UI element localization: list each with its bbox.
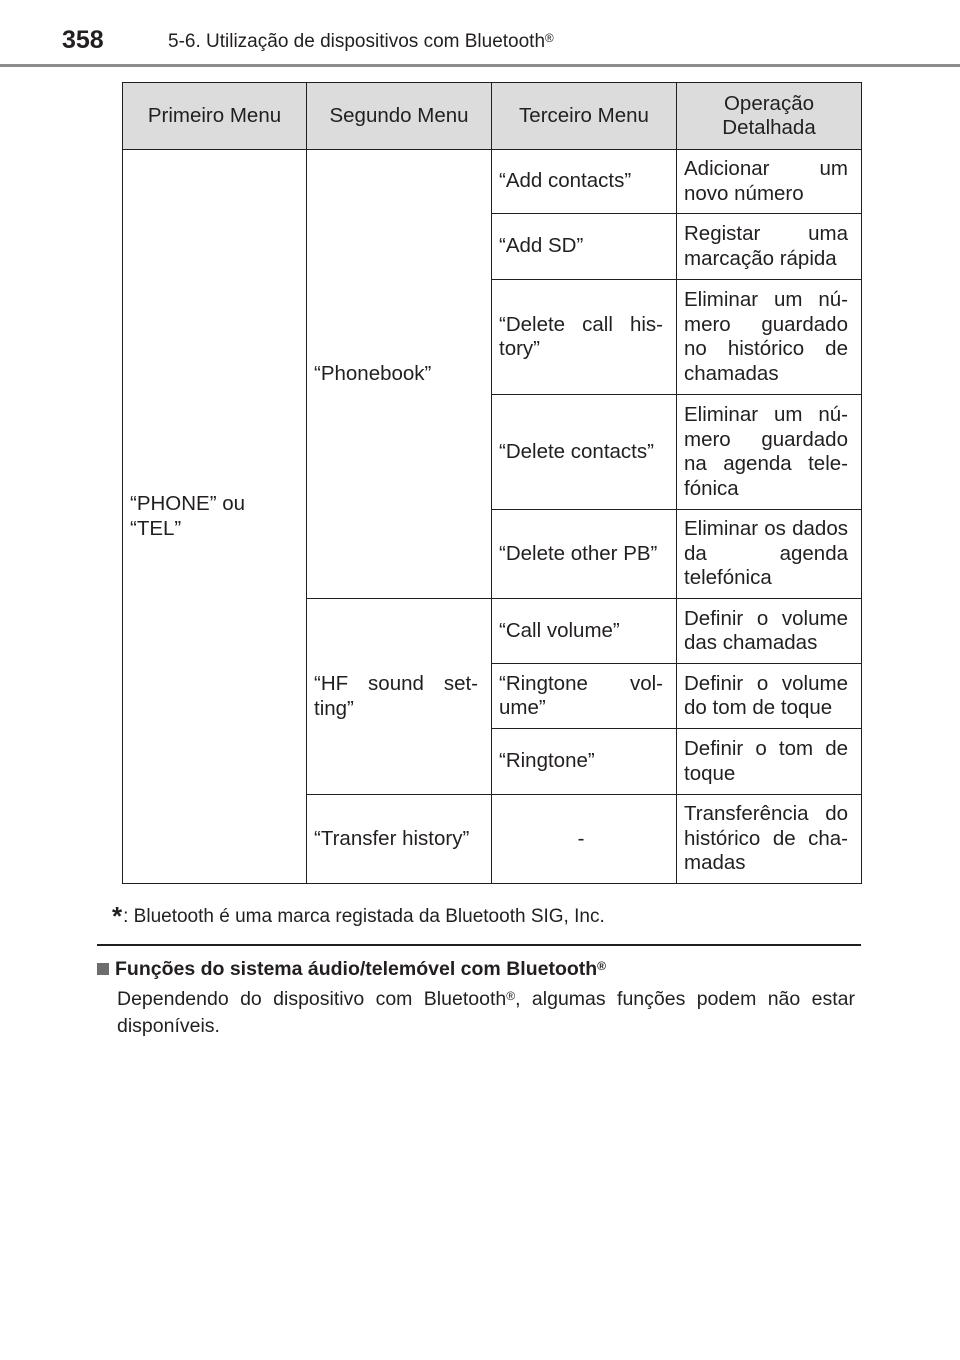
subsection-title bbox=[97, 958, 606, 981]
column-header-third-menu: Terceiro Menu bbox=[492, 83, 677, 150]
section-header bbox=[168, 31, 554, 53]
operation-cell: Definir o volume das chamadas bbox=[677, 599, 862, 664]
page-number: 358 bbox=[62, 26, 104, 54]
second-menu-cell-transfer-history: “Transfer history” bbox=[307, 795, 492, 884]
subsection-title-text: Funções do sistema áudio/telemóvel com Bluetooth bbox=[115, 958, 598, 980]
second-menu-cell-phonebook: “Phonebook” bbox=[307, 150, 492, 599]
operation-cell: Eliminar um número guardado no histórico de chamadas bbox=[677, 280, 862, 395]
third-menu-cell: “Delete call history” bbox=[492, 280, 677, 395]
third-menu-cell: “Call volume” bbox=[492, 599, 677, 664]
operation-cell: Definir o volume do tom de toque bbox=[677, 664, 862, 729]
operation-cell: Definir o tom de toque bbox=[677, 729, 862, 795]
third-menu-cell: “Delete contacts” bbox=[492, 395, 677, 510]
operation-cell: Eliminar os dados da agenda telefónica bbox=[677, 510, 862, 599]
first-menu-cell: “PHONE” ou “TEL” bbox=[123, 150, 307, 884]
column-header-second-menu: Segundo Menu bbox=[307, 83, 492, 150]
footnote bbox=[112, 898, 605, 929]
footnote-text: : Bluetooth é uma marca registada da Bluetooth SIG, Inc. bbox=[123, 906, 605, 927]
table-row bbox=[123, 150, 862, 214]
footnote-marker: * bbox=[112, 901, 123, 931]
table-header-row bbox=[123, 83, 862, 150]
operation-cell: Eliminar um número guardado na agenda telefónica bbox=[677, 395, 862, 510]
second-menu-cell-hf-sound: “HF sound setting” bbox=[307, 599, 492, 795]
third-menu-cell: “Add SD” bbox=[492, 214, 677, 280]
operation-cell: Registar uma marcação rápida bbox=[677, 214, 862, 280]
section-divider bbox=[97, 944, 861, 946]
column-header-operation: Operação Detalhada bbox=[677, 83, 862, 150]
body-text-part2: , algumas funções podem não estar disponíveis. bbox=[117, 988, 855, 1037]
registered-mark: ® bbox=[597, 958, 607, 973]
third-menu-cell-empty: - bbox=[492, 795, 677, 884]
header-rule bbox=[0, 64, 960, 67]
operation-cell: Adicionar um novo número bbox=[677, 150, 862, 214]
square-bullet-icon bbox=[97, 963, 109, 975]
third-menu-cell: “Delete other PB” bbox=[492, 510, 677, 599]
operation-cell: Transferência do histórico de chamadas bbox=[677, 795, 862, 884]
body-text-part1: Dependendo do dispositivo com Bluetooth bbox=[117, 988, 507, 1010]
registered-mark: ® bbox=[506, 988, 516, 1003]
section-header-text: 5-6. Utilização de dispositivos com Bluetooth bbox=[168, 31, 546, 52]
column-header-first-menu: Primeiro Menu bbox=[123, 83, 307, 150]
bluetooth-menu-table bbox=[122, 82, 862, 884]
third-menu-cell: “Ringtone volume” bbox=[492, 664, 677, 729]
registered-mark: ® bbox=[545, 31, 554, 45]
subsection-body bbox=[117, 986, 855, 1040]
third-menu-cell: “Add contacts” bbox=[492, 150, 677, 214]
third-menu-cell: “Ringtone” bbox=[492, 729, 677, 795]
